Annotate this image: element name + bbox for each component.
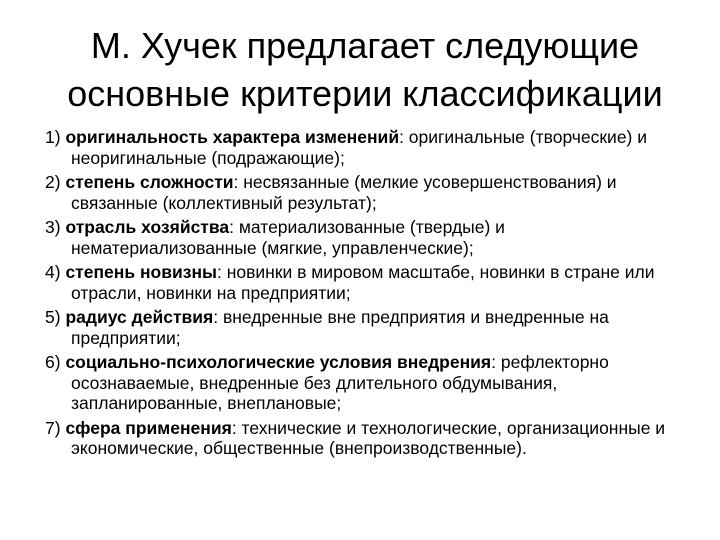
item-description: : материализованные (твердые) и нематериализованные (мягкие, управленческие); (71, 217, 505, 258)
criteria-item-2 (45, 172, 685, 213)
title-line-2: основные критерии классификации (67, 73, 663, 114)
item-number: 7) (45, 417, 66, 438)
item-term: сфера применения (65, 417, 232, 438)
criteria-item-7 (45, 418, 685, 459)
criteria-item-4 (45, 262, 685, 303)
criteria-item-5 (45, 307, 685, 348)
item-term: отрасль хозяйства (65, 217, 230, 237)
item-description: : несвязанные (мелкие усовершенствования) и связанные (коллективный результат); (71, 172, 617, 213)
item-number: 4) (45, 262, 66, 282)
item-description: : оригинальные (творческие) и неоригинальные (подражающие); (71, 127, 648, 168)
item-number: 5) (45, 307, 66, 327)
criteria-item-1 (45, 127, 685, 168)
item-description: : рефлекторно осознаваемые, внедренные без длительного обдумывания, запланированные, внеплановые; (71, 352, 609, 413)
title-line-1: М. Хучек предлагает следующие (90, 25, 640, 66)
item-term: радиус действия (65, 307, 214, 327)
item-term: степень новизны (65, 262, 217, 282)
criteria-item-3 (45, 217, 685, 258)
item-number: 6) (45, 352, 66, 372)
item-number: 3) (45, 217, 66, 237)
item-description: : технические и технологические, организационные и экономические, общественные (внепроизводственные). (71, 417, 666, 458)
item-term: социально-психологические условия внедрения (65, 352, 492, 372)
item-term: оригинальность характера изменений (65, 127, 400, 147)
item-term: степень сложности (65, 172, 234, 192)
item-description: : внедренные вне предприятия и внедренные на предприятии; (71, 307, 609, 348)
criteria-list (45, 127, 685, 463)
item-description: : новинки в мировом масштабе, новинки в стране или отрасли, новинки на предприятии; (71, 262, 655, 303)
slide-title (55, 22, 675, 118)
item-number: 1) (45, 127, 66, 147)
criteria-item-6 (45, 352, 685, 414)
item-number: 2) (45, 172, 66, 192)
